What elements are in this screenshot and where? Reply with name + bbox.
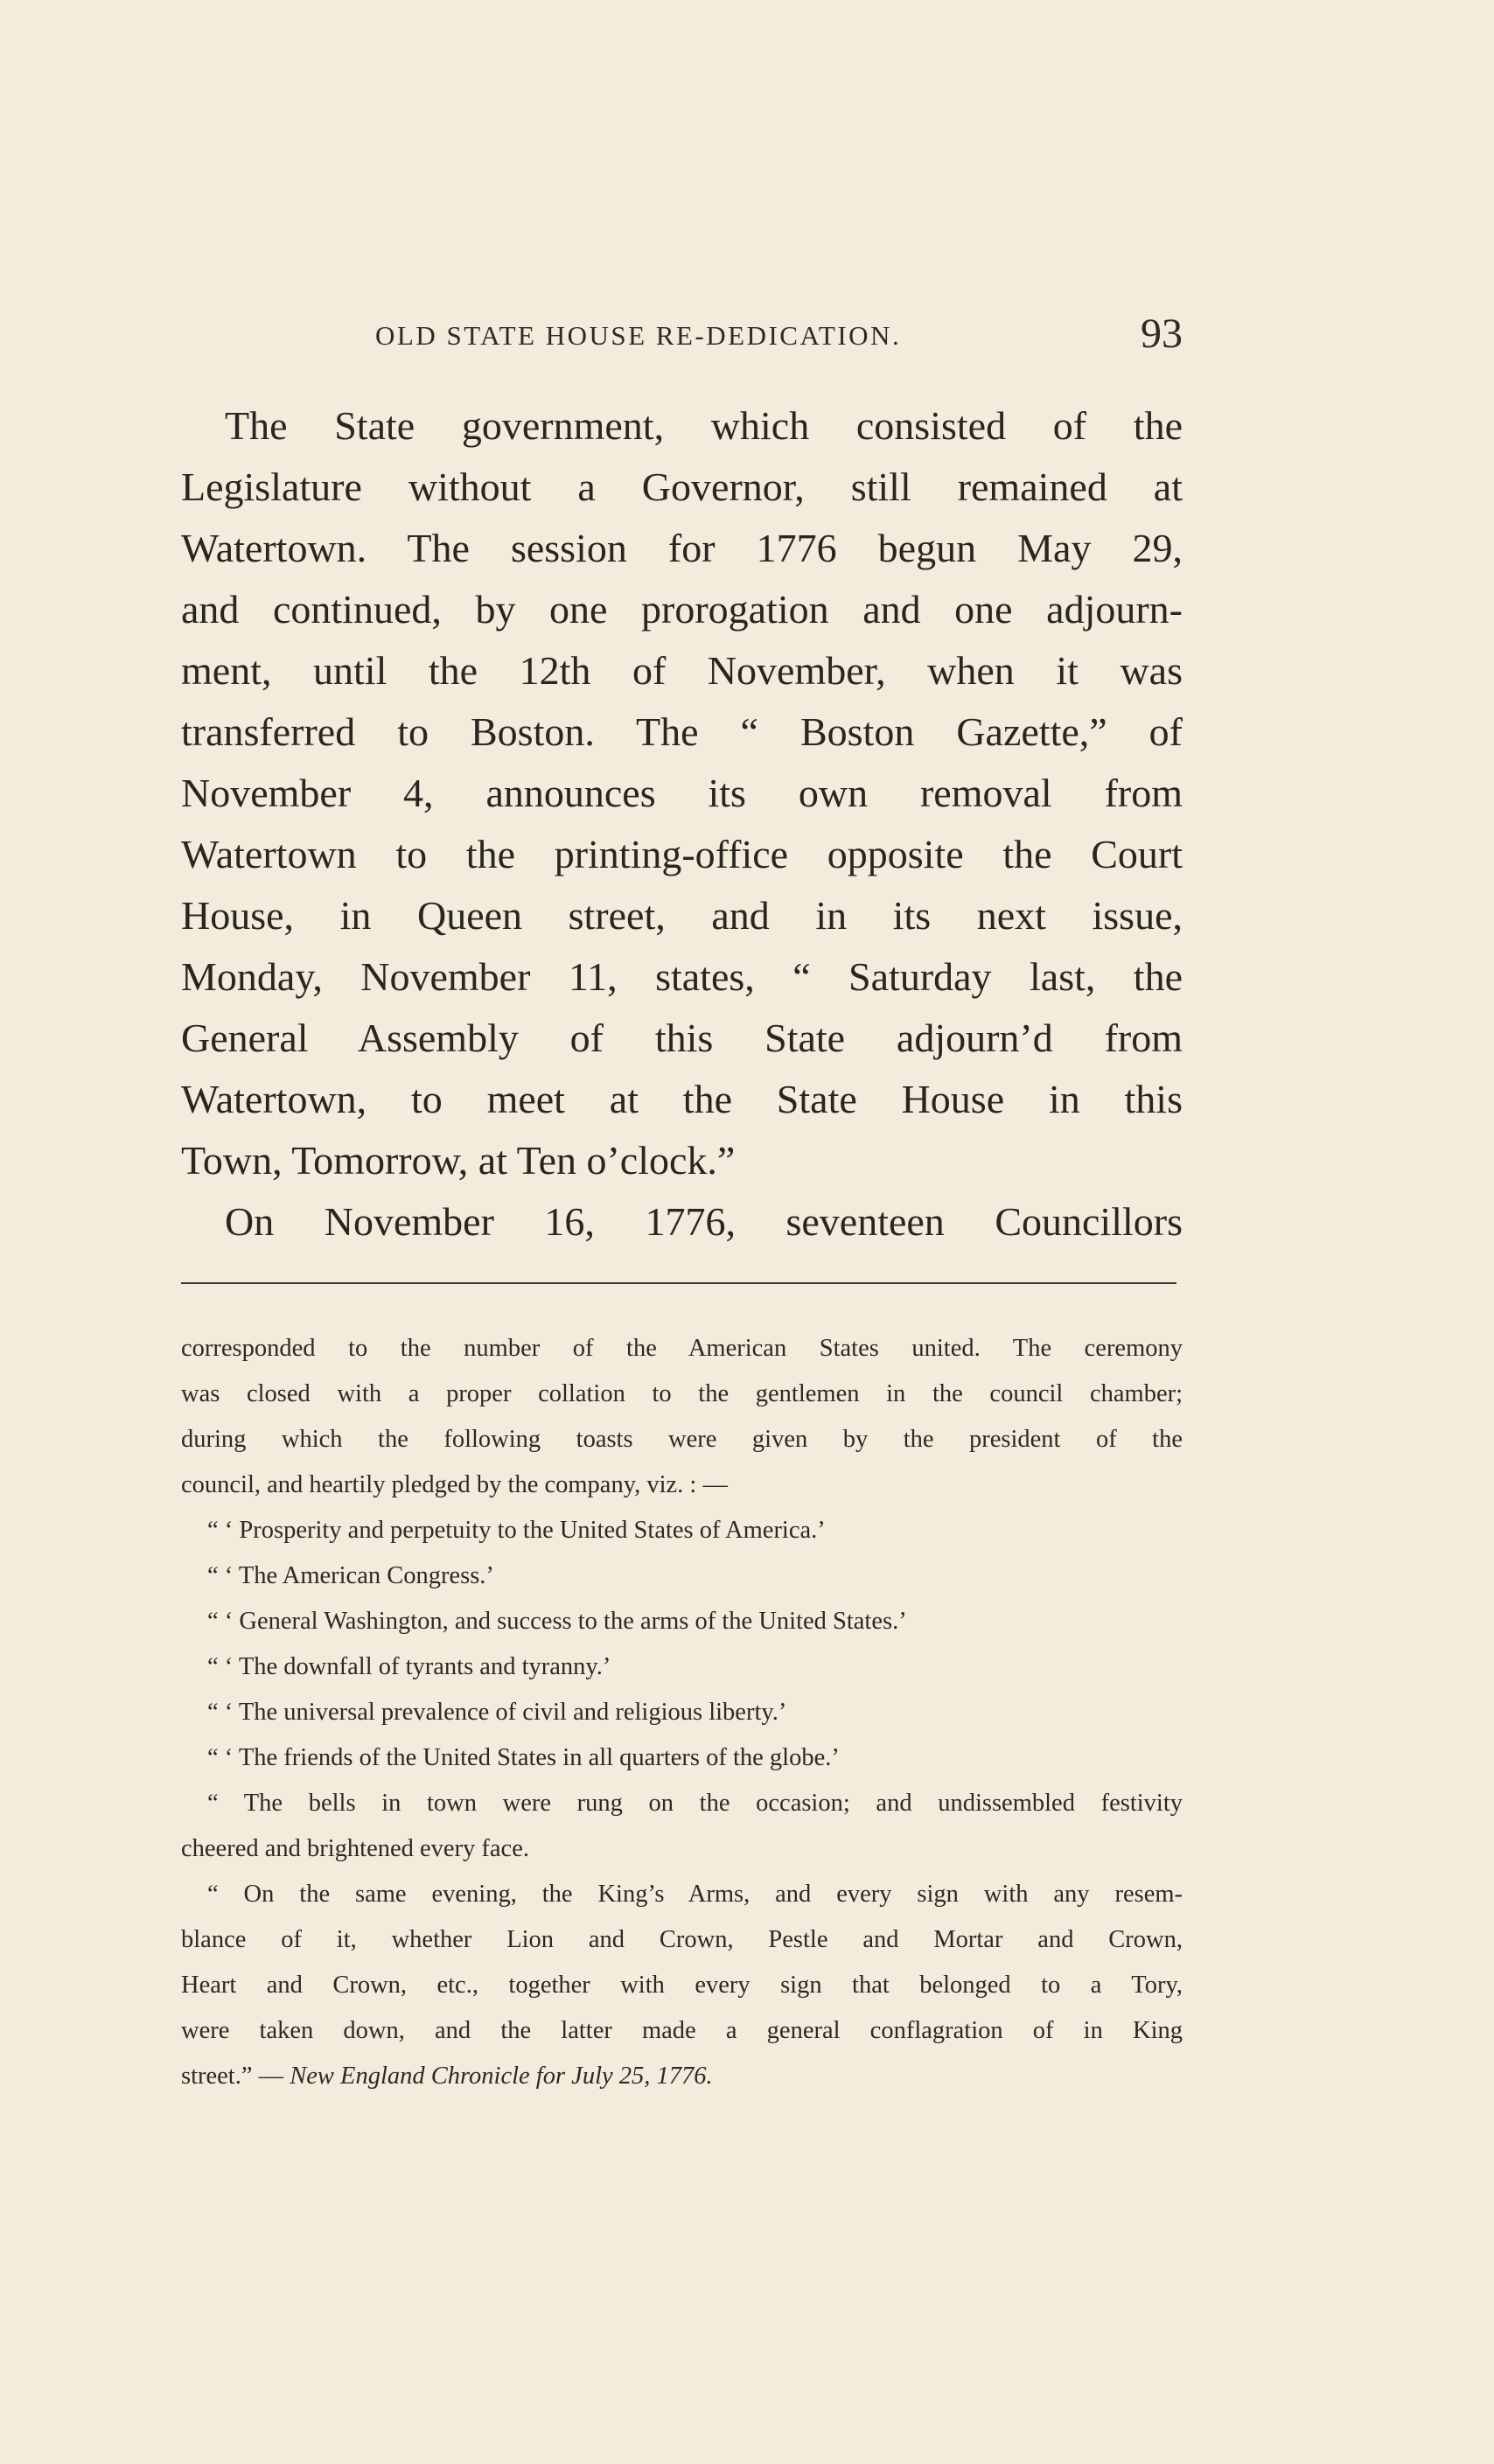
body-line: Town, Tomorrow, at Ten o’clock.” <box>181 1138 736 1183</box>
footnote-line: Heart and Crown, etc., together with every sign that belonged to a Tory, <box>181 1972 1183 1999</box>
body-line: Legislature without a Governor, still remained at <box>181 464 1183 509</box>
body-line: November 4, announces its own removal from <box>181 771 1183 815</box>
footnote-line: blance of it, whether Lion and Crown, Pestle and Mortar and Crown, <box>181 1926 1183 1953</box>
body-line: General Assembly of this State adjourn’d from <box>181 1016 1183 1060</box>
body-line: Watertown. The session for 1776 begun May 29, <box>181 526 1183 570</box>
footnote-line: corresponded to the number of the American States united. The ceremony <box>181 1335 1183 1362</box>
footnote-final-line <box>181 2054 1183 2099</box>
body-line: On November 16, 1776, seventeen Councillors <box>225 1199 1183 1244</box>
footnote-toast: “ ‘ The downfall of tyrants and tyranny.’ <box>207 1653 611 1680</box>
body-line: Watertown to the printing-office opposite the Court <box>181 832 1183 876</box>
footnote <box>181 1326 1183 2099</box>
footnote-line: during which the following toasts were given by the president of the <box>181 1426 1183 1453</box>
footnote-line: “ The bells in town were rung on the occasion; and undissembled festivity <box>207 1790 1183 1817</box>
footnote-line: “ On the same evening, the King’s Arms, and every sign with any resem- <box>207 1881 1183 1908</box>
footnote-toast: “ ‘ The friends of the United States in all quarters of the globe.’ <box>207 1744 840 1771</box>
footnote-toast: “ ‘ Prosperity and perpetuity to the United States of America.’ <box>207 1517 826 1544</box>
running-head <box>181 313 1183 366</box>
footnote-toast: “ ‘ General Washington, and success to the arms of the United States.’ <box>207 1608 907 1635</box>
body-line: ment, until the 12th of November, when it was <box>181 648 1183 693</box>
body-line: Watertown, to meet at the State House in this <box>181 1077 1183 1121</box>
footnote-toast: “ ‘ The American Congress.’ <box>207 1562 494 1589</box>
body-line: Monday, November 11, states, “ Saturday last, the <box>181 954 1183 999</box>
body-line: and continued, by one prorogation and one adjourn- <box>181 587 1183 632</box>
body-line: transferred to Boston. The “ Boston Gazette,” of <box>181 709 1183 754</box>
footnote-citation: New England Chronicle for July 25, 1776. <box>290 2063 713 2090</box>
running-title: OLD STATE HOUSE RE-DEDICATION. <box>375 320 902 351</box>
footnote-line: council, and heartily pledged by the company, viz. : — <box>181 1471 728 1498</box>
main-text <box>181 395 1183 1253</box>
footnote-line: were taken down, and the latter made a general conflagration of in King <box>181 2017 1183 2044</box>
footnote-line: was closed with a proper collation to the gentlemen in the council chamber; <box>181 1380 1183 1407</box>
page-number: 93 <box>1141 311 1183 357</box>
footnote-rule <box>181 1282 1176 1284</box>
footnote-line: cheered and brightened every face. <box>181 1835 529 1862</box>
body-line: The State government, which consisted of the <box>225 403 1183 448</box>
body-line: House, in Queen street, and in its next issue, <box>181 893 1183 938</box>
footnote-final-text: street.” — <box>181 2063 290 2090</box>
footnote-toast: “ ‘ The universal prevalence of civil and religious liberty.’ <box>207 1699 787 1726</box>
